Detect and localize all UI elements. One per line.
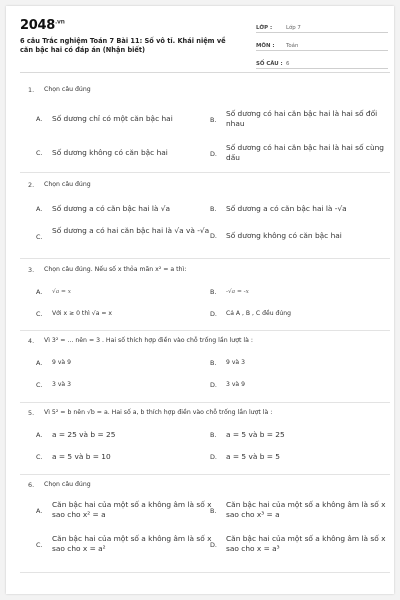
option-text: 9 và 3 xyxy=(226,359,245,366)
meta-label: MÔN : xyxy=(256,43,275,49)
option-letter: B. xyxy=(210,288,217,296)
meta-label: SỐ CÂU : xyxy=(256,61,283,67)
option-text: Số dương có hai căn bậc hai là hai số đối nhau xyxy=(226,109,378,128)
option-text: Số dương không có căn bậc hai xyxy=(52,148,168,157)
option-text: 3 và 9 xyxy=(226,381,245,388)
meta-box xyxy=(256,18,388,69)
option-letter: C. xyxy=(36,310,43,318)
logo-text: 2048 xyxy=(20,18,55,33)
question-text: Vì 5² = b nên √b = a. Hai số a, b thích hợp điền vào chỗ trống lần lượt là : xyxy=(44,409,273,416)
meta-row-subject xyxy=(256,36,388,51)
option-letter: B. xyxy=(210,116,217,124)
option-text: Căn bậc hai của một số a không âm là số x sao cho x = a³ xyxy=(226,534,386,553)
option-letter: B. xyxy=(210,507,217,515)
option-text: -√a = -x xyxy=(226,289,249,295)
option-text: Căn bậc hai của một số a không âm là số x sao cho x² = a xyxy=(52,500,212,519)
document-title: 6 câu Trắc nghiệm Toán 7 Bài 11: Số vô tỉ. Khái niệm về căn bậc hai có đáp án (Nhận biết) xyxy=(20,37,226,54)
question-text: Vì 3² = ... nên = 3 . Hai số thích hợp điền vào chỗ trống lần lượt là : xyxy=(44,337,253,344)
question-divider xyxy=(20,474,390,475)
option-letter: A. xyxy=(36,431,43,439)
option-text: a = 5 và b = 25 xyxy=(226,430,285,439)
option-letter: B. xyxy=(210,431,217,439)
option-text: Số dương a có hai căn bậc hai là √a và -√a xyxy=(52,226,210,235)
option-letter: C. xyxy=(36,149,43,157)
meta-value: 6 xyxy=(286,61,290,67)
question-text: Chọn câu đúng. Nếu số x thỏa mãn x² = a thì: xyxy=(44,266,187,273)
document-page xyxy=(6,6,394,594)
option-text: 3 và 3 xyxy=(52,381,71,388)
option-text: 9 và 9 xyxy=(52,359,71,366)
option-text: Căn bậc hai của một số a không âm là số x sao cho x³ = a xyxy=(226,500,386,519)
option-letter: D. xyxy=(210,232,217,240)
option-text: Căn bậc hai của một số a không âm là số x sao cho x = a² xyxy=(52,534,212,553)
header-divider xyxy=(20,72,390,73)
option-letter: C. xyxy=(36,233,43,241)
option-letter: D. xyxy=(210,310,217,318)
option-letter: D. xyxy=(210,381,217,389)
question-divider xyxy=(20,330,390,331)
meta-row-count xyxy=(256,54,388,69)
option-letter: D. xyxy=(210,453,217,461)
meta-label: LỚP : xyxy=(256,25,273,31)
option-letter: C. xyxy=(36,381,43,389)
question-text: Chọn câu đúng xyxy=(44,181,91,188)
question-number: 6. xyxy=(28,481,35,489)
option-letter: C. xyxy=(36,541,43,549)
option-text: Số dương có hai căn bậc hai là hai số cùng dấu xyxy=(226,143,385,162)
question-divider xyxy=(20,258,390,259)
option-text: Số dương không có căn bậc hai xyxy=(226,231,342,240)
meta-row-class xyxy=(256,18,388,33)
meta-value: Lớp 7 xyxy=(286,25,301,31)
option-letter: C. xyxy=(36,453,43,461)
question-number: 4. xyxy=(28,337,35,345)
option-text: Với x ≥ 0 thì √a = x xyxy=(52,310,113,317)
question-text: Chọn câu đúng xyxy=(44,86,91,93)
option-letter: D. xyxy=(210,541,217,549)
option-text: Số dương a có căn bậc hai là √a xyxy=(52,204,171,213)
question-number: 3. xyxy=(28,266,35,274)
option-letter: A. xyxy=(36,359,43,367)
question-number: 1. xyxy=(28,86,35,94)
option-letter: A. xyxy=(36,507,43,515)
option-text: a = 25 và b = 25 xyxy=(52,430,116,439)
option-letter: D. xyxy=(210,150,217,158)
option-letter: A. xyxy=(36,205,43,213)
option-letter: B. xyxy=(210,359,217,367)
option-letter: B. xyxy=(210,205,217,213)
question-divider xyxy=(20,402,390,403)
logo-suffix: .vn xyxy=(54,18,65,26)
site-logo[interactable] xyxy=(20,18,65,33)
option-text: Cả A , B , C đều đúng xyxy=(226,310,291,317)
question-number: 2. xyxy=(28,181,35,189)
meta-value: Toán xyxy=(286,43,299,49)
option-text: √a = x xyxy=(52,289,71,295)
question-number: 5. xyxy=(28,409,35,417)
option-text: a = 5 và b = 5 xyxy=(226,452,281,461)
question-divider xyxy=(20,172,390,173)
option-text: a = 5 và b = 10 xyxy=(52,452,111,461)
option-letter: A. xyxy=(36,288,43,296)
question-divider xyxy=(20,572,390,573)
option-text: Số dương a có căn bậc hai là -√a xyxy=(226,204,347,213)
question-text: Chọn câu đúng xyxy=(44,481,91,488)
option-text: Số dương chỉ có một căn bậc hai xyxy=(52,114,173,123)
option-letter: A. xyxy=(36,115,43,123)
